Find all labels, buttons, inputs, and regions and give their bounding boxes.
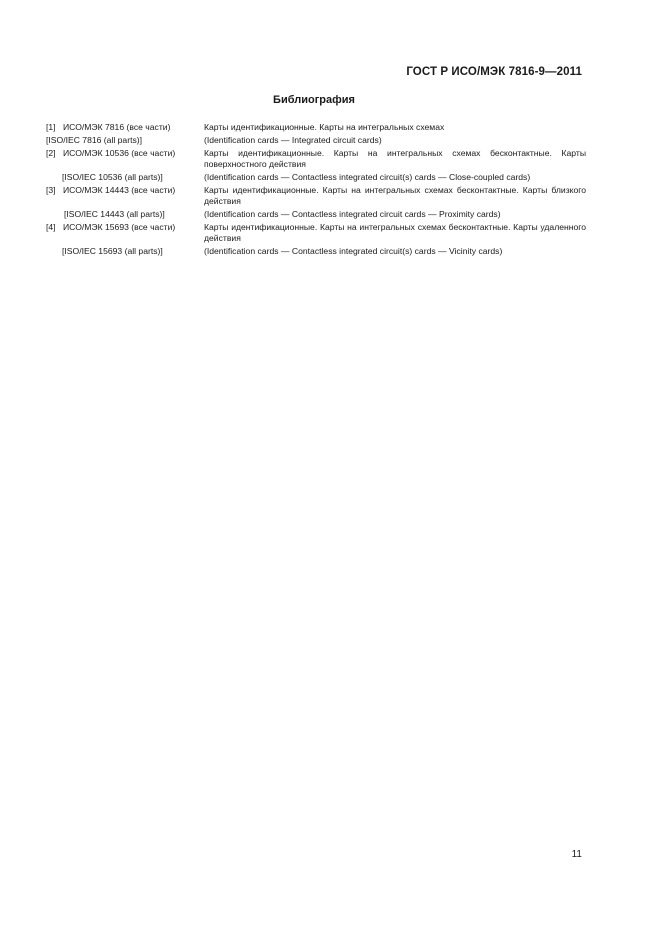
entry-number: [1] bbox=[46, 122, 56, 132]
entry-description: (Identification cards — Integrated circuit cards) bbox=[204, 135, 382, 145]
entry-description: (Identification cards — Contactless integrated circuit(s) cards — Close-coupled cards) bbox=[204, 172, 531, 182]
entry-ref-text: ИСО/МЭК 15693 (все части) bbox=[63, 222, 176, 232]
entry-reference bbox=[46, 172, 204, 183]
entry-reference bbox=[46, 185, 204, 207]
entry-number: [4] bbox=[46, 222, 56, 232]
entry-number: [2] bbox=[46, 148, 56, 158]
bibliography-entry bbox=[46, 135, 586, 146]
entry-ref-text: [ISO/IEC 14443 (all parts)] bbox=[64, 209, 165, 219]
entry-reference bbox=[46, 209, 204, 220]
bibliography-list bbox=[46, 122, 586, 259]
entry-ref-text: ИСО/МЭК 14443 (все части) bbox=[63, 185, 176, 195]
entry-ref-text: [ISO/IEC 15693 (all parts)] bbox=[62, 246, 163, 256]
bibliography-entry bbox=[46, 122, 586, 133]
bibliography-entry bbox=[46, 222, 586, 244]
entry-number: [3] bbox=[46, 185, 56, 195]
bibliography-entry bbox=[46, 246, 586, 257]
entry-description: Карты идентификационные. Карты на интегральных схемах bbox=[204, 122, 445, 132]
bibliography-entry bbox=[46, 172, 586, 183]
entry-description: Карты идентификационные. Карты на интегральных схемах бесконтактные. Карты близкого действия bbox=[204, 185, 586, 206]
entry-reference bbox=[46, 148, 204, 170]
entry-ref-text: [ISO/IEC 7816 (all parts)] bbox=[46, 135, 142, 145]
entry-description: Карты идентификационные. Карты на интегральных схемах бесконтактные. Карты удаленного действия bbox=[204, 222, 586, 243]
document-code-header: ГОСТ Р ИСО/МЭК 7816-9—2011 bbox=[406, 66, 582, 78]
entry-reference bbox=[46, 122, 204, 133]
entry-ref-text: ИСО/МЭК 10536 (все части) bbox=[63, 148, 176, 158]
bibliography-title: Библиография bbox=[273, 94, 355, 106]
entry-ref-text: [ISO/IEC 10536 (all parts)] bbox=[62, 172, 163, 182]
entry-reference bbox=[46, 135, 204, 146]
entry-reference bbox=[46, 222, 204, 244]
entry-reference bbox=[46, 246, 204, 257]
page-number: 11 bbox=[571, 849, 582, 860]
entry-description: Карты идентификационные. Карты на интегральных схемах бесконтактные. Карты поверхностного действия bbox=[204, 148, 586, 169]
entry-description: (Identification cards — Contactless integrated circuit(s) cards — Vicinity cards) bbox=[204, 246, 503, 256]
bibliography-entry bbox=[46, 148, 586, 170]
bibliography-entry bbox=[46, 185, 586, 207]
entry-description: (Identification cards — Contactless integrated circuit cards — Proximity cards) bbox=[204, 209, 501, 219]
entry-ref-text: ИСО/МЭК 7816 (все части) bbox=[63, 122, 171, 132]
bibliography-entry bbox=[46, 209, 586, 220]
